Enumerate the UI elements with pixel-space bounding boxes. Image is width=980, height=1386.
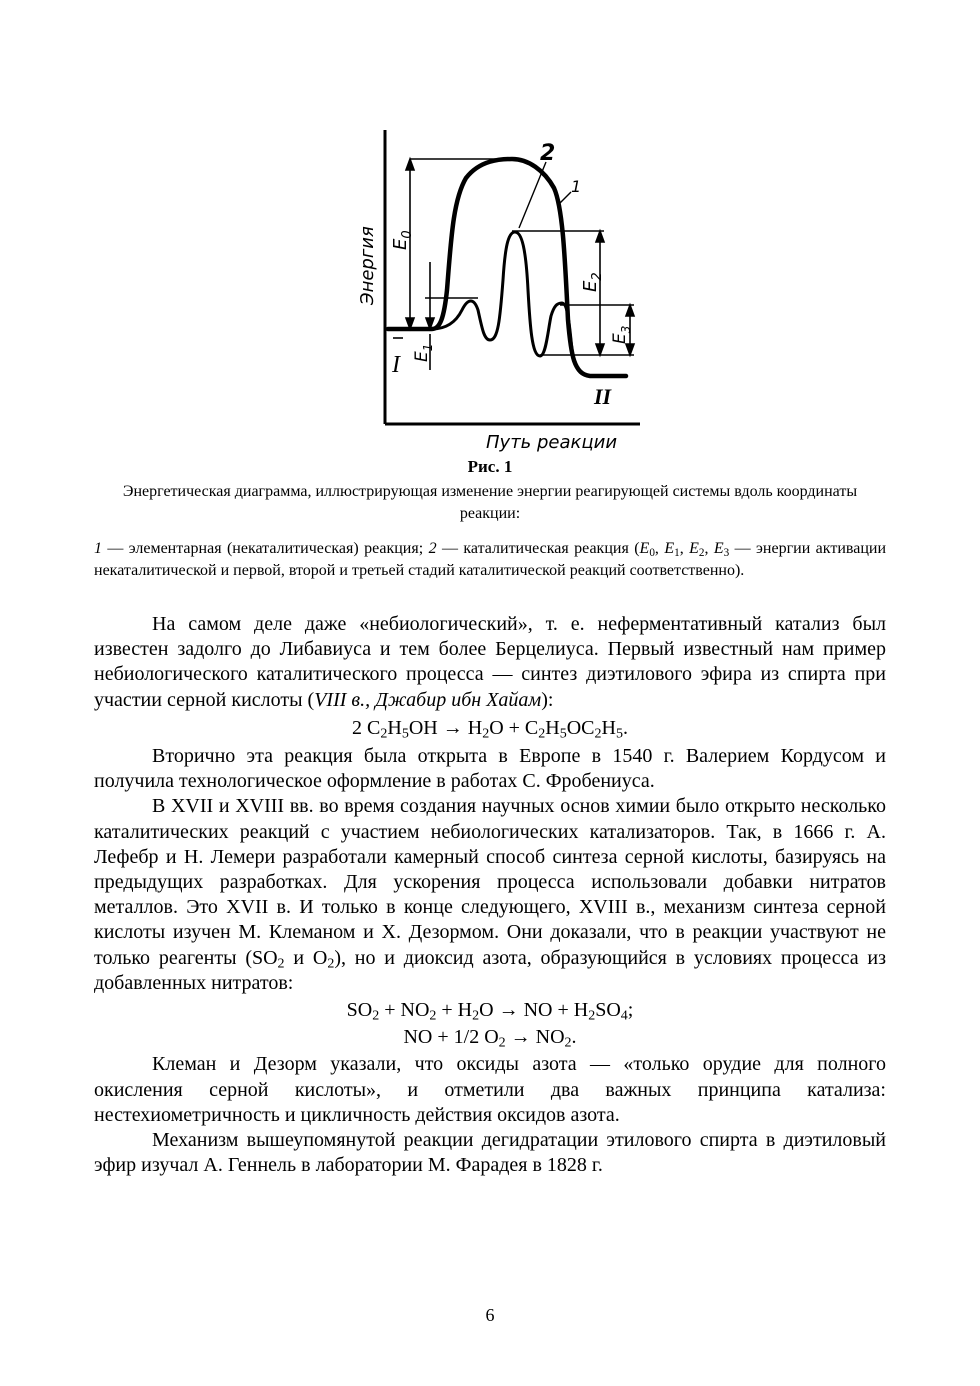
formula-no-oxidation bbox=[94, 1025, 886, 1050]
paragraph-3 bbox=[94, 794, 886, 996]
e2-sub: 2 bbox=[590, 272, 605, 281]
legend-comma: , bbox=[654, 540, 665, 557]
e3-sub: 3 bbox=[619, 325, 633, 334]
p3-sub-2: 2 bbox=[327, 956, 335, 972]
e1-label: E bbox=[412, 351, 432, 362]
e0-label-group bbox=[390, 230, 415, 250]
f1-s1: 2 bbox=[380, 726, 388, 742]
page-number: 6 bbox=[485, 1305, 495, 1325]
figure-title: Рис. 1 bbox=[467, 457, 513, 476]
body-text bbox=[94, 612, 886, 1178]
legend-sub-1: 1 bbox=[674, 546, 680, 559]
legend-e: E bbox=[639, 540, 650, 557]
f1-b: H bbox=[387, 716, 402, 739]
x-axis-label: Путь реакции bbox=[486, 432, 618, 453]
f3-a: NO + 1/2 O bbox=[403, 1026, 499, 1049]
final-state-label: II bbox=[594, 384, 612, 409]
initial-state-label: I bbox=[392, 352, 400, 378]
f1-g: H bbox=[601, 716, 616, 739]
e2-label-group bbox=[580, 272, 605, 292]
legend-e: E bbox=[689, 540, 699, 557]
p3-sub-1: 2 bbox=[277, 956, 285, 972]
paragraph-1-italic: VIII в., Джабир ибн Хайам bbox=[314, 688, 542, 711]
curve-2-leader bbox=[519, 162, 546, 228]
paragraph-3-mid: и O bbox=[284, 946, 328, 969]
f1-s7: 5 bbox=[615, 726, 623, 742]
formula-diethyl-ether bbox=[94, 716, 886, 741]
figure-caption: Энергетическая диаграмма, иллюстрирующая изменение энергии реагирующей системы вдоль координаты реакции: bbox=[122, 483, 858, 522]
f1-s2: 5 bbox=[401, 726, 409, 742]
legend-text-2: — каталитическая реакция ( bbox=[436, 540, 640, 557]
f2-s4: 2 bbox=[588, 1008, 596, 1024]
legend-num-2: 2 bbox=[428, 540, 437, 557]
f3-s2: 2 bbox=[564, 1035, 572, 1051]
paragraph-5: Механизм вышеупомянутой реакции дегидратации этилового спирта в диэтиловый эфир изучал А. Геннель в лаборатории М. Фарадея в 1828 г. bbox=[94, 1129, 886, 1177]
f1-s6: 2 bbox=[594, 726, 602, 742]
legend-text-1: — элементарная (некаталитическая) реакция; bbox=[102, 540, 429, 557]
f1-e: H bbox=[545, 716, 560, 739]
f1-a: 2 C bbox=[352, 716, 381, 739]
e2-arrow bbox=[596, 231, 604, 355]
f1-f: OC bbox=[566, 716, 595, 739]
f1-s4: 2 bbox=[538, 726, 546, 742]
f2-e: SO bbox=[595, 999, 621, 1022]
figure-legend bbox=[94, 538, 886, 581]
f2-s3: 2 bbox=[472, 1008, 480, 1024]
e2-label: E bbox=[580, 280, 601, 292]
paragraph-1-end: ): bbox=[541, 688, 554, 711]
paragraph-4: Клеман и Дезорм указали, что оксиды азота — «только орудие для полного окисления серной кислоты», и отметили два важных принципа катализа: нестехиометричность и цикличность действия оксидов азота. bbox=[94, 1053, 886, 1126]
e3-label-group bbox=[610, 326, 633, 344]
f2-s2: 2 bbox=[429, 1008, 437, 1024]
paragraph-3-end: ), но и диоксид азота, образующийся в условиях процесса из добавленных нитратов: bbox=[94, 946, 886, 994]
legend-num-1: 1 bbox=[94, 540, 102, 557]
f2-f: ; bbox=[627, 999, 634, 1022]
curve-1-noncatalytic bbox=[388, 159, 626, 376]
f3-s1: 2 bbox=[498, 1035, 506, 1051]
legend-comma: , bbox=[679, 540, 690, 557]
e3-label: E bbox=[610, 333, 630, 344]
e1-sub: 1 bbox=[421, 343, 435, 352]
legend-sub-2: 2 bbox=[698, 546, 705, 559]
f2-a: SO bbox=[346, 999, 373, 1022]
svg-text:E0 bbox=[390, 230, 415, 250]
legend-e: E bbox=[713, 540, 724, 557]
f2-d: O → NO + H bbox=[479, 999, 589, 1022]
curve-2-label: 2 bbox=[540, 141, 556, 166]
paragraph-2: Вторично эта реакция была открыта в Европе в 1540 г. Валерием Кордусом и получила технологическое оформление в работах С. Фробениуса. bbox=[94, 745, 886, 793]
e0-label: E bbox=[390, 238, 411, 250]
y-axis-label-group bbox=[357, 226, 378, 306]
f2-s5: 4 bbox=[620, 1008, 628, 1024]
f1-h: . bbox=[622, 716, 628, 739]
e1-label-group bbox=[412, 344, 435, 362]
curve-1-leader bbox=[558, 192, 571, 205]
legend-comma: , bbox=[704, 540, 714, 557]
curve-1-label: 1 bbox=[571, 177, 582, 196]
f3-b: → NO bbox=[505, 1026, 565, 1049]
svg-text:E2 bbox=[580, 272, 605, 292]
energy-diagram-figure bbox=[300, 86, 680, 462]
paragraph-1-text: На самом деле даже «небиологический», т. е. неферментативный катализ был известен задолго до Либавиуса и тем более Берцелиуса. Первый известный нам пример небиологического каталитического процесса — синтез диэтилового эфира из спирта при участии серной кислоты ( bbox=[94, 613, 886, 711]
formula-sulfuric-acid bbox=[94, 998, 886, 1023]
y-axis-label: Энергия bbox=[357, 226, 378, 305]
legend-e: E bbox=[664, 540, 675, 557]
f2-s1: 2 bbox=[372, 1008, 380, 1024]
f2-b: + NO bbox=[379, 999, 430, 1022]
svg-text:E3 bbox=[610, 326, 633, 344]
f1-c: OH → H bbox=[408, 716, 483, 739]
paragraph-1 bbox=[94, 612, 886, 713]
f3-c: . bbox=[571, 1026, 577, 1049]
legend-text-3: — энергии активации некаталитической и первой, второй и третьей стадий каталитической реакций соответственно). bbox=[94, 540, 887, 579]
e0-sub: 0 bbox=[400, 230, 415, 239]
legend-sub-0: 0 bbox=[649, 546, 655, 559]
f1-d: O + C bbox=[489, 716, 539, 739]
paragraph-3-text: В XVII и XVIII вв. во время создания научных основ химии было открыто несколько каталитических реакций с участием небиологических катализаторов. Так, в 1666 г. А. Лефебр и Н. Лемери разработали камерный способ синтеза серной кислоты, базируясь на предыдущих разработках. Для ускорения процесса использовали добавки нитратов металлов. Это XVII в. И только в конце следующего, XVIII в., механизм синтеза серной кислоты изучен М. Клеманом и Х. Дезормом. Они доказали, что в реакции участвуют не только реагенты (SO bbox=[94, 795, 886, 969]
svg-text:E1 bbox=[412, 344, 435, 362]
f1-s5: 5 bbox=[559, 726, 567, 742]
f1-s3: 2 bbox=[482, 726, 490, 742]
f2-c: + H bbox=[436, 999, 473, 1022]
legend-sub-3: 3 bbox=[723, 546, 730, 559]
